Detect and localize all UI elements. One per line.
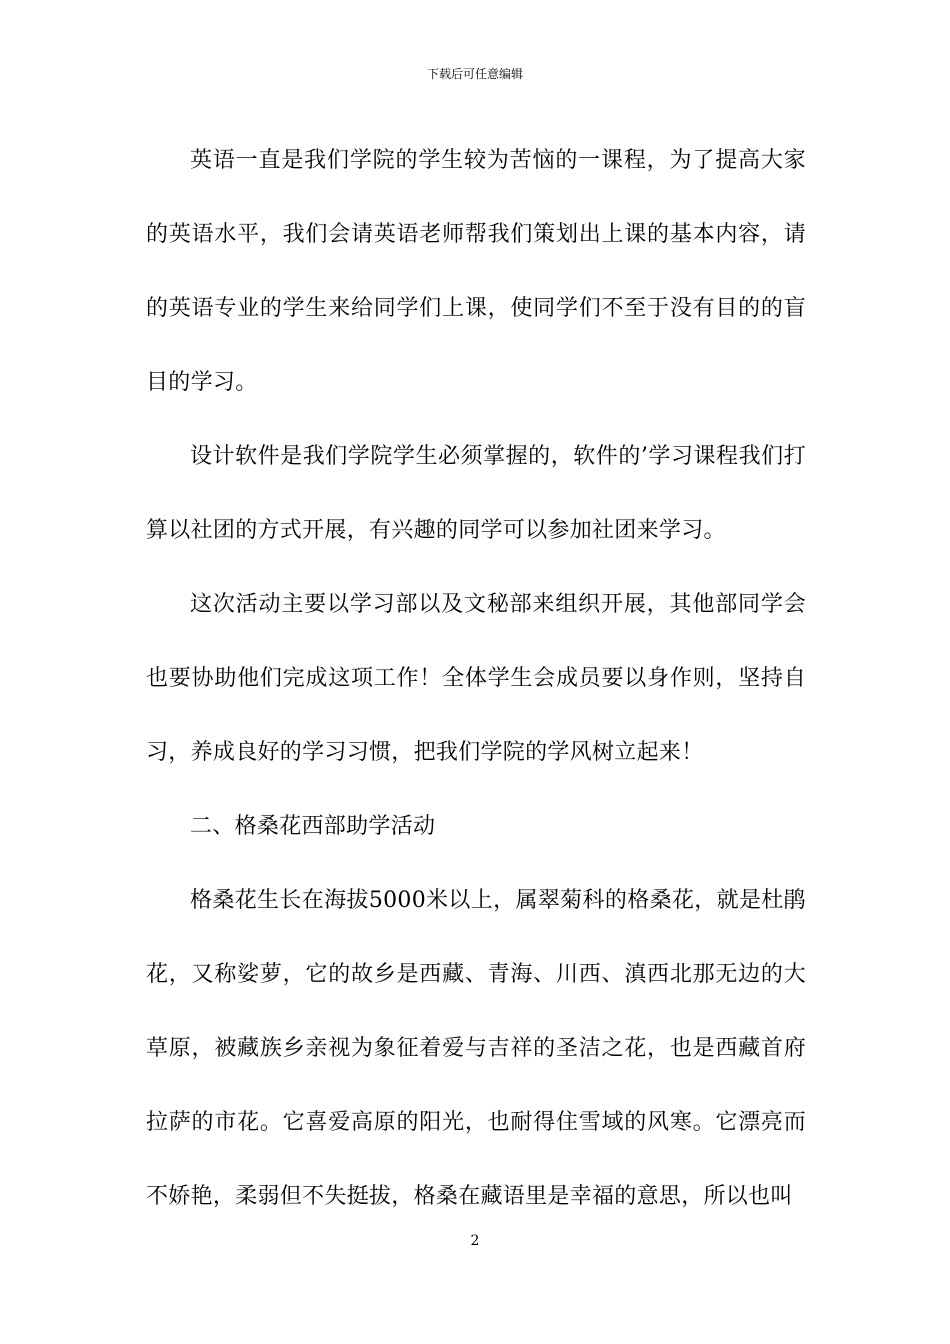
page-header: 下载后可任意编辑 <box>426 67 523 81</box>
paragraph-gesang-flower: 格桑花生长在海拔5000米以上，属翠菊科的格桑花，就是杜鹃花，又称娑萝，它的故乡是西藏、青海、川西、滇西北那无边的大草原，被藏族乡亲视为象征着爱与吉祥的圣洁之花，也是西藏首府拉萨的市花。它喜爱高原的阳光，也耐得住雪域的风寒。它漂亮而不娇艳，柔弱但不失挺拔，格桑在藏语里是幸福的意思，所以也叫 <box>146 888 806 1209</box>
paragraph-english-course: 英语一直是我们学院的学生较为苦恼的一课程，为了提高大家的英语水平，我们会请英语老师帮我们策划出上课的基本内容，请的英语专业的学生来给同学们上课，使同学们不至于没有目的的盲目的学习。 <box>146 148 806 395</box>
document-body <box>146 124 806 1234</box>
paragraph-design-software: 设计软件是我们学院学生必须掌握的，软件的’学习课程我们打算以社团的方式开展，有兴趣的同学可以参加社团来学习。 <box>146 444 806 543</box>
section-heading-gesang-flower: 二、格桑花西部助学活动 <box>190 814 436 839</box>
paragraph-activity-organization: 这次活动主要以学习部以及文秘部来组织开展，其他部同学会也要协助他们完成这项工作！全体学生会成员要以身作则，坚持自习，养成良好的学习习惯，把我们学院的学风树立起来！ <box>146 592 806 765</box>
page-number: 2 <box>470 1233 480 1249</box>
